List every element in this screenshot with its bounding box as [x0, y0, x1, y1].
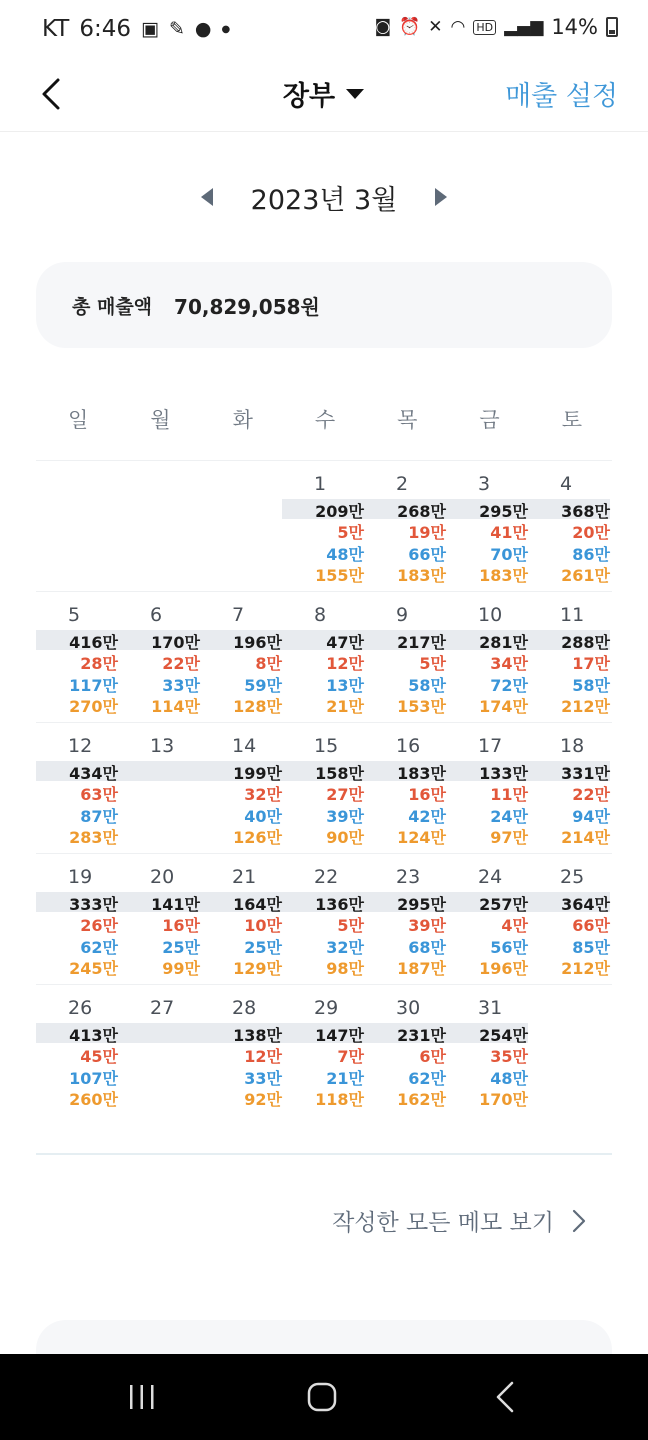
day-blue-amount: 70만 — [490, 545, 528, 564]
day-red-amount: 5만 — [419, 654, 446, 673]
day-total-sales: 147만 — [315, 1026, 364, 1045]
calendar-day-cell[interactable] — [282, 854, 364, 984]
day-red-amount: 66만 — [572, 916, 610, 935]
calendar-week-row — [36, 985, 612, 1116]
total-sales-label: 총 매출액 — [72, 295, 153, 318]
calendar-day-cell[interactable] — [36, 723, 118, 853]
wifi-icon: ◠ — [450, 17, 466, 37]
calendar-day-cell[interactable] — [364, 854, 446, 984]
battery-icon — [606, 17, 618, 37]
day-total-sales: 138만 — [233, 1026, 282, 1045]
day-blue-amount: 62만 — [80, 938, 118, 957]
day-red-amount: 19만 — [408, 523, 446, 542]
day-orange-amount: 162만 — [397, 1090, 446, 1109]
view-all-memos-link[interactable] — [332, 1204, 586, 1237]
weekday-header — [36, 404, 612, 440]
day-red-amount: 16만 — [162, 916, 200, 935]
calendar-week-row — [36, 723, 612, 854]
day-number: 7 — [232, 604, 245, 626]
total-sales-value: 70,829,058원 — [174, 294, 320, 319]
day-blue-amount: 56만 — [490, 938, 528, 957]
calendar-day-cell[interactable] — [528, 461, 610, 591]
day-total-sales: 231만 — [397, 1026, 446, 1045]
mute-icon: ✕ — [428, 17, 443, 37]
day-orange-amount: 126만 — [233, 828, 282, 847]
day-orange-amount: 99만 — [162, 959, 200, 978]
alarm-icon: ⏰ — [399, 17, 421, 37]
day-number: 26 — [68, 997, 93, 1019]
page-title: 장부 — [282, 81, 336, 112]
calendar-day-cell[interactable] — [446, 985, 528, 1115]
day-total-sales: 158만 — [315, 764, 364, 783]
calendar-day-cell[interactable] — [200, 723, 282, 853]
day-number: 4 — [560, 473, 573, 495]
day-orange-amount: 183만 — [397, 566, 446, 585]
day-total-sales: 136만 — [315, 895, 364, 914]
day-total-sales: 416만 — [69, 633, 118, 652]
calendar-day-cell[interactable] — [446, 461, 528, 591]
day-number: 31 — [478, 997, 503, 1019]
day-blue-amount: 39만 — [326, 807, 364, 826]
day-blue-amount: 42만 — [408, 807, 446, 826]
day-number: 25 — [560, 866, 585, 888]
day-blue-amount: 94만 — [572, 807, 610, 826]
calendar-day-cell[interactable] — [446, 723, 528, 853]
day-total-sales: 368만 — [561, 502, 610, 521]
system-navigation-bar — [0, 1354, 648, 1440]
day-total-sales: 288만 — [561, 633, 610, 652]
day-number: 30 — [396, 997, 421, 1019]
system-back-icon[interactable] — [494, 1381, 516, 1413]
day-red-amount: 12만 — [326, 654, 364, 673]
day-total-sales: 295만 — [479, 502, 528, 521]
day-total-sales: 257만 — [479, 895, 528, 914]
day-blue-amount: 59만 — [244, 676, 282, 695]
weekday-wed: 수 — [314, 408, 336, 432]
day-red-amount: 45만 — [80, 1047, 118, 1066]
day-orange-amount: 261만 — [561, 566, 610, 585]
day-blue-amount: 85만 — [572, 938, 610, 957]
day-number: 3 — [478, 473, 491, 495]
weekday-tue: 화 — [232, 408, 253, 432]
day-number: 28 — [232, 997, 257, 1019]
day-total-sales: 254만 — [479, 1026, 528, 1045]
day-number: 20 — [150, 866, 175, 888]
sales-settings-button[interactable]: 매출 설정 — [505, 81, 618, 112]
day-total-sales: 164만 — [233, 895, 282, 914]
chevron-right-icon — [572, 1209, 586, 1233]
day-red-amount: 7만 — [337, 1047, 364, 1066]
calendar-day-cell[interactable] — [282, 985, 364, 1115]
weekday-fri: 금 — [479, 408, 500, 432]
day-red-amount: 39만 — [408, 916, 446, 935]
day-blue-amount: 107만 — [69, 1069, 118, 1088]
chat-notification-icon: ● — [194, 18, 212, 40]
sales-calendar — [36, 461, 612, 1116]
day-total-sales: 47만 — [326, 633, 364, 652]
calendar-day-cell[interactable] — [282, 723, 364, 853]
day-orange-amount: 128만 — [233, 697, 282, 716]
app-notification-icon: ✎ — [168, 18, 185, 40]
day-red-amount: 27만 — [326, 785, 364, 804]
recent-apps-icon[interactable] — [128, 1384, 156, 1410]
day-blue-amount: 33만 — [244, 1069, 282, 1088]
day-number: 17 — [478, 735, 503, 757]
day-total-sales: 413만 — [69, 1026, 118, 1045]
day-red-amount: 5만 — [337, 916, 364, 935]
calendar-bottom-divider — [36, 1153, 612, 1155]
status-left — [42, 16, 230, 42]
calendar-day-cell[interactable] — [282, 592, 364, 722]
day-orange-amount: 245만 — [69, 959, 118, 978]
day-orange-amount: 196만 — [479, 959, 528, 978]
day-total-sales: 170만 — [151, 633, 200, 652]
day-orange-amount: 114만 — [151, 697, 200, 716]
day-blue-amount: 13만 — [326, 676, 364, 695]
day-blue-amount: 62만 — [408, 1069, 446, 1088]
day-red-amount: 11만 — [490, 785, 528, 804]
day-red-amount: 35만 — [490, 1047, 528, 1066]
month-navigator — [0, 176, 648, 218]
calendar-day-cell[interactable] — [200, 592, 282, 722]
day-number: 9 — [396, 604, 409, 626]
calendar-day-cell[interactable] — [36, 854, 118, 984]
day-orange-amount: 124만 — [397, 828, 446, 847]
day-number: 11 — [560, 604, 585, 626]
more-notifications-icon: ● — [221, 23, 231, 35]
day-red-amount: 63만 — [80, 785, 118, 804]
day-number: 27 — [150, 997, 175, 1019]
calendar-day-cell[interactable] — [118, 854, 200, 984]
day-orange-amount: 214만 — [561, 828, 610, 847]
day-orange-amount: 170만 — [479, 1090, 528, 1109]
previous-month-icon[interactable] — [197, 186, 217, 208]
weekday-mon: 월 — [150, 408, 171, 432]
day-blue-amount: 25만 — [162, 938, 200, 957]
day-orange-amount: 90만 — [326, 828, 364, 847]
day-blue-amount: 21만 — [326, 1069, 364, 1088]
day-red-amount: 16만 — [408, 785, 446, 804]
calendar-day-cell[interactable] — [364, 461, 446, 591]
day-red-amount: 34만 — [490, 654, 528, 673]
day-red-amount: 12만 — [244, 1047, 282, 1066]
day-total-sales: 217만 — [397, 633, 446, 652]
day-red-amount: 22만 — [162, 654, 200, 673]
day-red-amount: 8만 — [255, 654, 282, 673]
day-blue-amount: 25만 — [244, 938, 282, 957]
month-label: 2023년 3월 — [250, 184, 398, 216]
day-number: 29 — [314, 997, 339, 1019]
day-orange-amount: 92만 — [244, 1090, 282, 1109]
day-orange-amount: 118만 — [315, 1090, 364, 1109]
day-red-amount: 20만 — [572, 523, 610, 542]
day-blue-amount: 87만 — [80, 807, 118, 826]
app-header — [0, 58, 648, 132]
day-orange-amount: 21만 — [326, 697, 364, 716]
day-orange-amount: 155만 — [315, 566, 364, 585]
day-number: 19 — [68, 866, 93, 888]
day-red-amount: 32만 — [244, 785, 282, 804]
day-total-sales: 209만 — [315, 502, 364, 521]
day-red-amount: 5만 — [337, 523, 364, 542]
calendar-day-cell[interactable] — [118, 985, 200, 1115]
day-number: 5 — [68, 604, 81, 626]
calendar-week-row — [36, 592, 612, 723]
day-total-sales: 331만 — [561, 764, 610, 783]
day-number: 16 — [396, 735, 421, 757]
day-red-amount: 26만 — [80, 916, 118, 935]
home-icon[interactable] — [307, 1382, 337, 1412]
calendar-day-cell[interactable] — [36, 985, 118, 1115]
day-total-sales: 268만 — [397, 502, 446, 521]
day-blue-amount: 58만 — [572, 676, 610, 695]
day-number: 6 — [150, 604, 163, 626]
day-blue-amount: 33만 — [162, 676, 200, 695]
day-blue-amount: 86만 — [572, 545, 610, 564]
calendar-day-cell[interactable] — [528, 854, 610, 984]
day-red-amount: 6만 — [419, 1047, 446, 1066]
calendar-day-cell[interactable] — [118, 592, 200, 722]
calendar-day-cell[interactable] — [282, 461, 364, 591]
day-number: 2 — [396, 473, 409, 495]
day-total-sales: 281만 — [479, 633, 528, 652]
status-right — [375, 15, 618, 39]
day-number: 22 — [314, 866, 339, 888]
day-total-sales: 199만 — [233, 764, 282, 783]
day-total-sales: 183만 — [397, 764, 446, 783]
day-total-sales: 364만 — [561, 895, 610, 914]
day-red-amount: 10만 — [244, 916, 282, 935]
day-number: 15 — [314, 735, 339, 757]
day-orange-amount: 187만 — [397, 959, 446, 978]
day-red-amount: 28만 — [80, 654, 118, 673]
day-red-amount: 4만 — [501, 916, 528, 935]
day-orange-amount: 283만 — [69, 828, 118, 847]
day-red-amount: 22만 — [572, 785, 610, 804]
day-orange-amount: 183만 — [479, 566, 528, 585]
day-number: 23 — [396, 866, 421, 888]
calendar-day-cell[interactable] — [528, 723, 610, 853]
day-number: 14 — [232, 735, 257, 757]
calendar-day-cell[interactable] — [118, 723, 200, 853]
day-blue-amount: 48만 — [490, 1069, 528, 1088]
weekday-sat: 토 — [561, 408, 582, 432]
day-total-sales: 434만 — [69, 764, 118, 783]
day-blue-amount: 68만 — [408, 938, 446, 957]
battery-percent: 14% — [551, 15, 598, 39]
weekday-thu: 목 — [397, 408, 418, 432]
day-blue-amount: 117만 — [69, 676, 118, 695]
day-number: 21 — [232, 866, 257, 888]
calendar-day-cell[interactable] — [200, 854, 282, 984]
calendar-day-cell[interactable] — [446, 854, 528, 984]
calendar-week-row — [36, 854, 612, 985]
total-sales-card — [36, 262, 612, 348]
day-blue-amount: 40만 — [244, 807, 282, 826]
view-all-memos-label: 작성한 모든 메모 보기 — [332, 1210, 554, 1236]
day-blue-amount: 48만 — [326, 545, 364, 564]
day-red-amount: 17만 — [572, 654, 610, 673]
carrier-label: KT — [42, 16, 70, 42]
day-number: 13 — [150, 735, 175, 757]
gallery-notification-icon: ▣ — [141, 18, 159, 40]
calendar-day-cell[interactable] — [446, 592, 528, 722]
calendar-day-cell[interactable] — [364, 985, 446, 1115]
day-orange-amount: 153만 — [397, 697, 446, 716]
day-number: 10 — [478, 604, 503, 626]
calendar-day-cell[interactable] — [364, 723, 446, 853]
day-blue-amount: 72만 — [490, 676, 528, 695]
day-total-sales: 196만 — [233, 633, 282, 652]
day-blue-amount: 32만 — [326, 938, 364, 957]
day-number: 12 — [68, 735, 93, 757]
clock: 6:46 — [79, 16, 132, 42]
hd-voice-icon: HD — [473, 20, 496, 35]
day-orange-amount: 212만 — [561, 959, 610, 978]
day-blue-amount: 24만 — [490, 807, 528, 826]
next-month-icon[interactable] — [431, 186, 451, 208]
caret-down-icon — [345, 87, 365, 101]
day-orange-amount: 97만 — [490, 828, 528, 847]
day-blue-amount: 58만 — [408, 676, 446, 695]
weekday-sun: 일 — [68, 408, 89, 432]
calendar-day-cell[interactable] — [528, 592, 610, 722]
day-red-amount: 41만 — [490, 523, 528, 542]
calendar-day-cell[interactable] — [364, 592, 446, 722]
signal-icon: ▂▄▆ — [504, 17, 544, 37]
day-orange-amount: 212만 — [561, 697, 610, 716]
day-total-sales: 133만 — [479, 764, 528, 783]
day-orange-amount: 129만 — [233, 959, 282, 978]
calendar-day-cell[interactable] — [36, 592, 118, 722]
calendar-week-row — [36, 461, 612, 592]
app-status-icon: ◙ — [374, 17, 392, 37]
calendar-day-cell[interactable] — [200, 985, 282, 1115]
day-orange-amount: 270만 — [69, 697, 118, 716]
day-orange-amount: 98만 — [326, 959, 364, 978]
day-number: 24 — [478, 866, 503, 888]
day-number: 1 — [314, 473, 327, 495]
day-orange-amount: 260만 — [69, 1090, 118, 1109]
day-blue-amount: 66만 — [408, 545, 446, 564]
day-total-sales: 141만 — [151, 895, 200, 914]
day-number: 18 — [560, 735, 585, 757]
day-number: 8 — [314, 604, 327, 626]
status-bar — [0, 0, 648, 58]
day-total-sales: 333만 — [69, 895, 118, 914]
day-orange-amount: 174만 — [479, 697, 528, 716]
day-total-sales: 295만 — [397, 895, 446, 914]
